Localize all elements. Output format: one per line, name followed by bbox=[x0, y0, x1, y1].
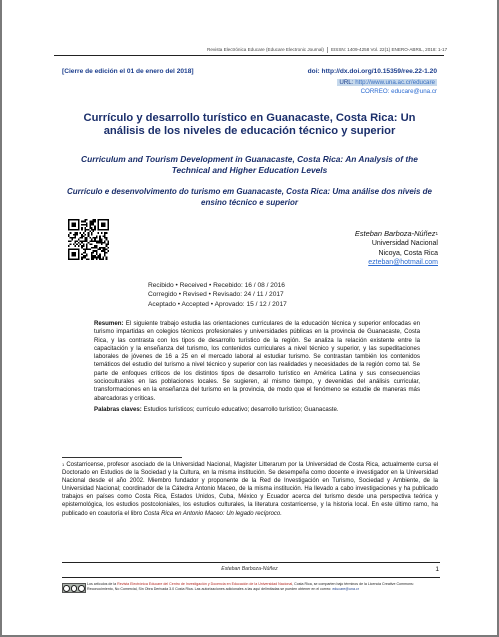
date-revised: Corregido • Revised • Revisado: 24 / 11 / 2017 bbox=[148, 291, 284, 299]
author-footnote-mark: 1 bbox=[435, 231, 438, 236]
footnote-text: Costarricense, profesor asociado de la Universidad Nacional, Magister Litterarum por la Universidad de Costa Rica, actualmente cursa el Doctorado en Estudios de la Sociedad y la Cultura, en la misma institución. Se desempeña como docente e investigador en la Universidad Nacional desde el año 2002. Miembro fundador y proponente de la Red de Investigación en Turismo, Sociedad y Ambiente, de la Universidad Nacional; coordinador de la Cátedra Antonio Maceo, de la misma institución. Ha llevado a cabo investigaciones y ha publicado trabajos en países como Costa Rica, Estados Unidos, Cuba, México y Ecuador acerca del turismo desde una perspectiva teórica y epistemológica, los estudios postcoloniales, los estudios culturales, la literatura costarricense, y la historia local. En este último ramo, ha publicado en coautoría el libro bbox=[62, 462, 438, 517]
author-name: Esteban Barboza-Núñez bbox=[354, 229, 436, 238]
footer-author: Esteban Barboza-Núñez bbox=[221, 566, 278, 572]
keywords bbox=[94, 406, 420, 413]
journal-issn: EISSN: 1409-4258 Vol. 22(1) ENERO-ABRIL, 2018: 1-17 bbox=[330, 47, 448, 53]
page-number: 1 bbox=[435, 566, 439, 573]
abstract-label: Resumen: bbox=[94, 320, 124, 327]
title-english: Curriculum and Tourism Development in Guanacaste, Costa Rica: An Analysis of the Technical and Higher Education Levels bbox=[81, 154, 418, 175]
url-label: URL: bbox=[339, 79, 356, 86]
footer-rule-bottom bbox=[62, 577, 440, 578]
header-separator bbox=[327, 47, 328, 53]
license-terms: , Costa Rica, se comparten bajo términos de la Licencia Creative Commons: Reconocimiento, No Comercial, Sin Obra Derivada 3.0 Costa Rica. Las autorizaciones adicionales a las aquí delimitadas se pueden obtener en el correo: bbox=[87, 582, 414, 591]
header-rule bbox=[54, 55, 444, 56]
author-block bbox=[355, 229, 438, 268]
license-text bbox=[87, 582, 440, 592]
qr-code-icon bbox=[68, 219, 109, 260]
author-location: Nicoya, Costa Rica bbox=[378, 249, 438, 257]
cc-circle-icon bbox=[63, 585, 70, 592]
submission-dates bbox=[148, 281, 287, 309]
footnote-mark: 1 bbox=[62, 462, 65, 467]
footnote-rule bbox=[62, 457, 182, 458]
abstract bbox=[94, 320, 420, 403]
footnote bbox=[62, 461, 438, 518]
creative-commons-icon bbox=[62, 583, 86, 593]
title-portuguese: Currículo e desenvolvimento do turismo em Guanacaste, Costa Rica: Uma análise dos níveis de ensino técnico e superior bbox=[67, 187, 432, 207]
journal-email[interactable]: CORREO: educare@una.cr bbox=[360, 88, 437, 95]
date-received: Recibido • Received • Recebido: 16 / 08 / 2016 bbox=[148, 282, 285, 289]
abstract-text: El siguiente trabajo estudia las orientaciones curriculares de la educación técnica y superior enfocadas en turismo impartidas en colegios técnicos profesionales y universidades públicas en la provincia de Guanacaste, Costa Rica, y las contrasta con los tipos de desarrollo turístico de la región. Se analiza la relación existente entre la capacitación y la enseñanza del turismo, los contenidos curriculares a nivel técnico y superior, y las supeditaciones laborales de jóvenes de 16 a 25 en el mercado laboral al estudiar turismo. Se contrastan también los contenidos temáticos del estudio del turismo a nivel técnico y superior con las realidades y necesidades de la región como tal. Se parte de enfoques críticos de los distintos tipos de desarrollo turístico en América Latina y sus consecuencias socioculturales en las poblaciones locales. Se sugieren, al mismo tiempo, y devenidas del análisis curricular, transformaciones en la enseñanza del turismo en la provincia, de modo que el fenómeno se estudie de maneras más abarcadoras y críticas. bbox=[94, 320, 420, 402]
footnote-book-title: Costa Rica en Antonio Maceo: Un legado recíproco. bbox=[143, 510, 282, 517]
license-journal[interactable]: Revista Electrónica Educare del Centro de Investigación y Docencia en Educación de la Universidad Nacional bbox=[117, 582, 293, 586]
license-email[interactable]: educare@una.cr bbox=[332, 587, 359, 591]
keywords-text: Estudios turísticos; currículo educativo; desarrollo turístico; Guanacaste. bbox=[143, 406, 339, 413]
journal-header bbox=[207, 47, 447, 53]
by-circle-icon bbox=[71, 585, 78, 592]
author-email[interactable]: ezteban@hotmail.com bbox=[368, 259, 438, 267]
author-institution: Universidad Nacional bbox=[371, 240, 438, 248]
url-link[interactable]: http://www.una.ac.cr/educare bbox=[355, 79, 435, 86]
nc-circle-icon bbox=[78, 585, 85, 592]
date-accepted: Aceptado • Accepted • Aprovado: 15 / 12 / 2017 bbox=[148, 300, 287, 308]
title-spanish: Currículo y desarrollo turístico en Guanacaste, Costa Rica: Un análisis de los niveles de educación técnico y superior bbox=[83, 112, 416, 138]
license-intro: Los artículos de la bbox=[87, 582, 118, 586]
document-page bbox=[2, 0, 497, 635]
doi-link[interactable]: doi: http://dx.doi.org/10.15359/ree.22-1.20 bbox=[307, 68, 437, 75]
journal-url bbox=[337, 79, 437, 86]
edition-closing-date: [Cierre de edición el 01 de enero del 2018] bbox=[62, 68, 194, 75]
keywords-label: Palabras claves: bbox=[94, 406, 142, 413]
journal-name: Revista Electrónica Educare (Educare Electronic Journal) bbox=[207, 47, 324, 53]
footer-rule-top bbox=[62, 562, 440, 563]
